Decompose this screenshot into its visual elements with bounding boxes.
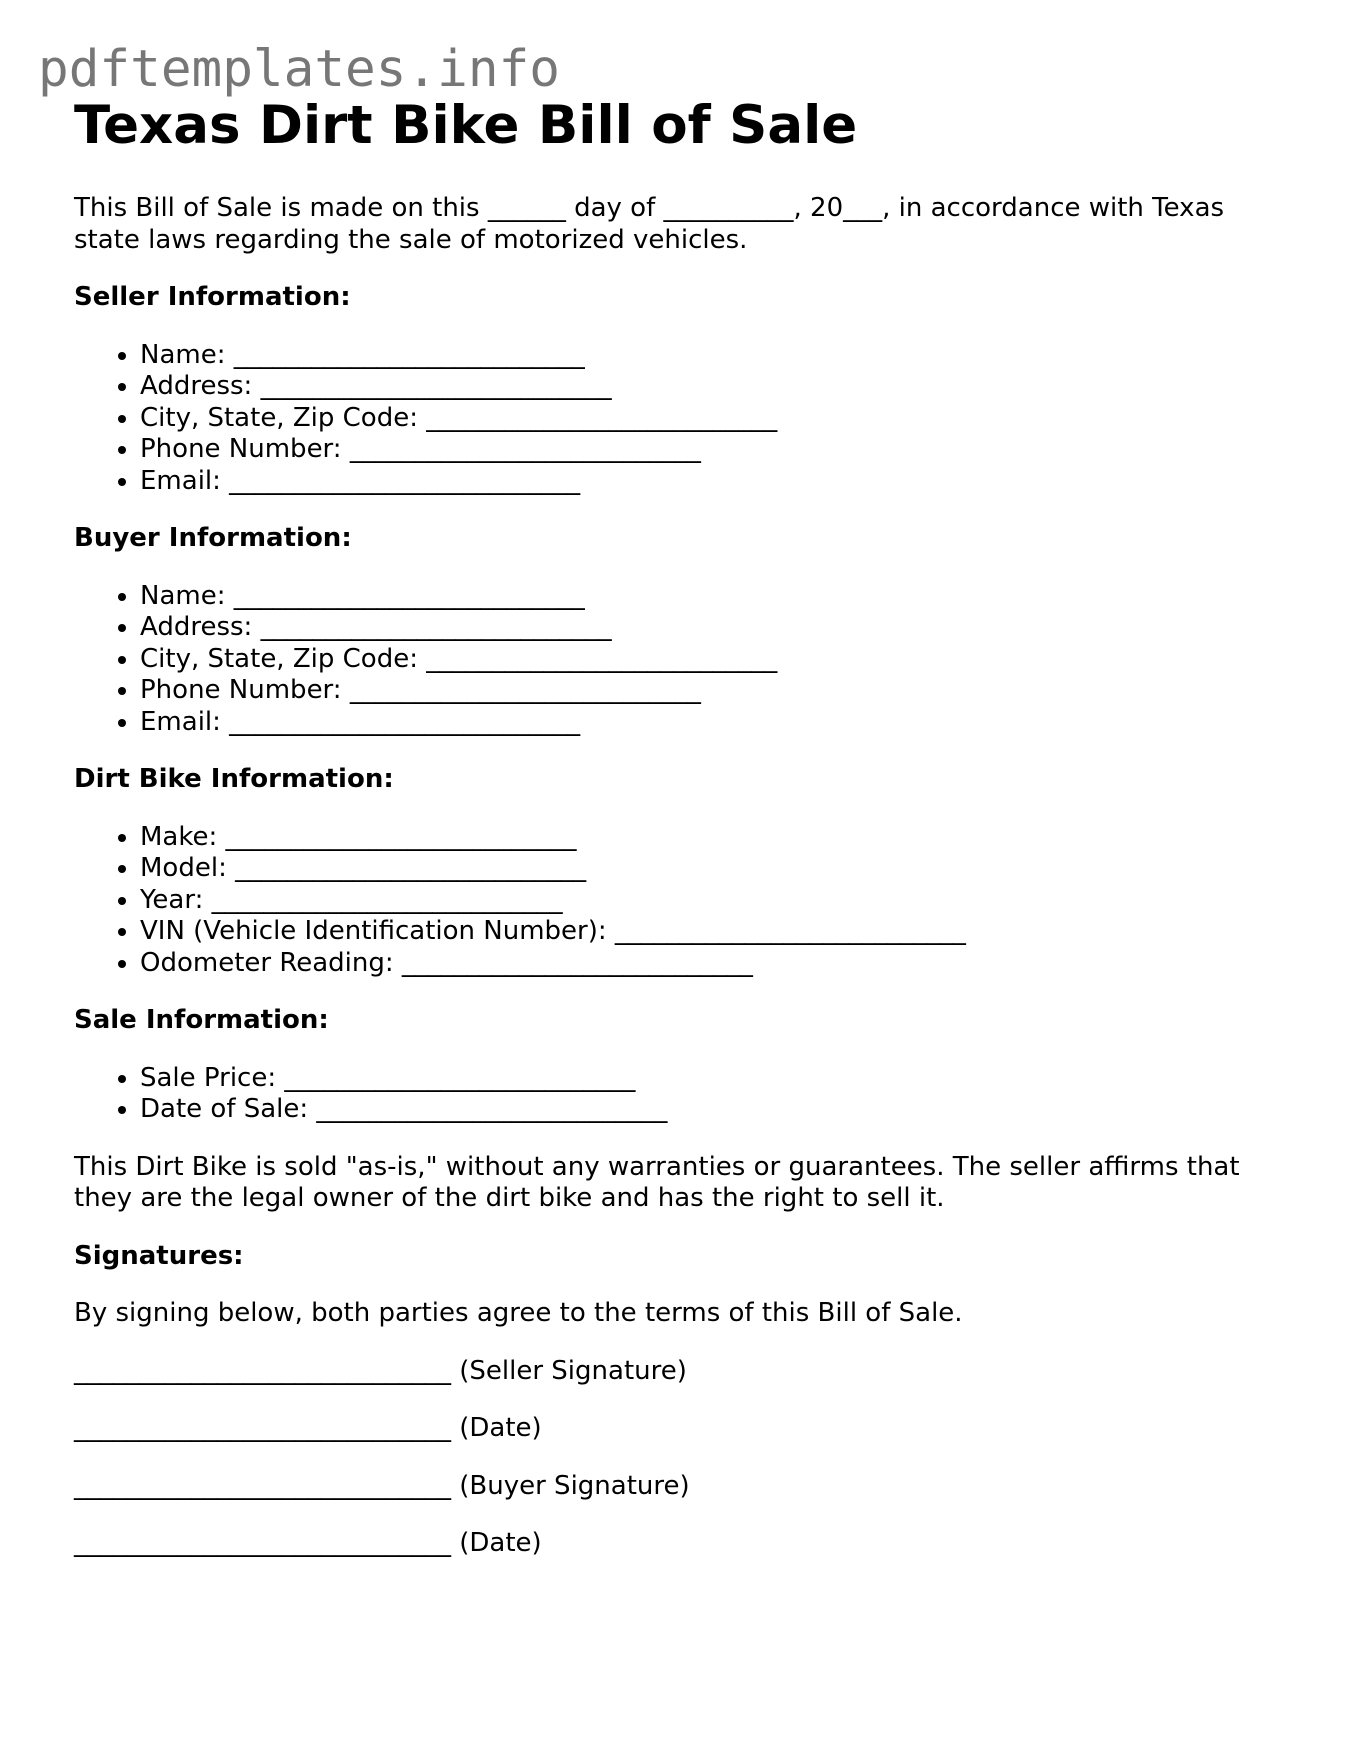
seller-address-field: • Address: ___________________________ [140,371,1284,403]
bike-list [74,822,1284,980]
bike-odometer-field: • Odometer Reading: ___________________________ [140,948,1284,980]
seller-phone-field: • Phone Number: ___________________________ [140,434,1284,466]
buyer-list [74,581,1284,739]
buyer-city-state-zip-field: • City, State, Zip Code: ___________________________ [140,644,1284,676]
sale-heading: Sale Information: [74,1005,329,1035]
seller-list [74,340,1284,498]
watermark: pdftemplates.info [38,40,560,99]
as-is-paragraph: This Dirt Bike is sold "as-is," without any warranties or guarantees. The seller affirms that they are the legal owner of the dirt bike and has the right to sell it. [74,1151,1240,1213]
seller-email-field: • Email: ___________________________ [140,466,1284,498]
bike-make-field: • Make: ___________________________ [140,822,1284,854]
seller-name-field: • Name: ___________________________ [140,340,1284,372]
sale-price-field: • Sale Price: ___________________________ [140,1063,1284,1095]
seller-city-state-zip-field: • City, State, Zip Code: ___________________________ [140,403,1284,435]
bike-model-field: • Model: ___________________________ [140,853,1284,885]
signatures-heading: Signatures: [74,1240,244,1271]
document-body [74,193,1284,1586]
buyer-address-field: • Address: ___________________________ [140,612,1284,644]
sale-list [74,1063,1284,1126]
seller-heading: Seller Information: [74,282,351,312]
seller-signature-line: _____________________________ (Seller Signature) [74,1355,687,1386]
document-title: Texas Dirt Bike Bill of Sale [74,95,858,156]
buyer-date-line: _____________________________ (Date) [74,1528,542,1558]
sale-date-field: • Date of Sale: ___________________________ [140,1094,1284,1126]
buyer-name-field: • Name: ___________________________ [140,581,1284,613]
seller-date-line: _____________________________ (Date) [74,1413,542,1443]
buyer-signature-line: _____________________________ (Buyer Signature) [74,1470,690,1501]
bike-vin-field: • VIN (Vehicle Identification Number): ___________________________ [140,916,1284,948]
signatures-statement: By signing below, both parties agree to the terms of this Bill of Sale. [74,1298,963,1328]
bike-heading: Dirt Bike Information: [74,764,394,794]
bike-year-field: • Year: ___________________________ [140,885,1284,917]
intro-paragraph: This Bill of Sale is made on this ______ day of __________, 20___, in accordance with Texas state laws regarding the sale of motorized vehicles. [74,193,1225,255]
buyer-heading: Buyer Information: [74,523,352,553]
buyer-phone-field: • Phone Number: ___________________________ [140,675,1284,707]
buyer-email-field: • Email: ___________________________ [140,707,1284,739]
